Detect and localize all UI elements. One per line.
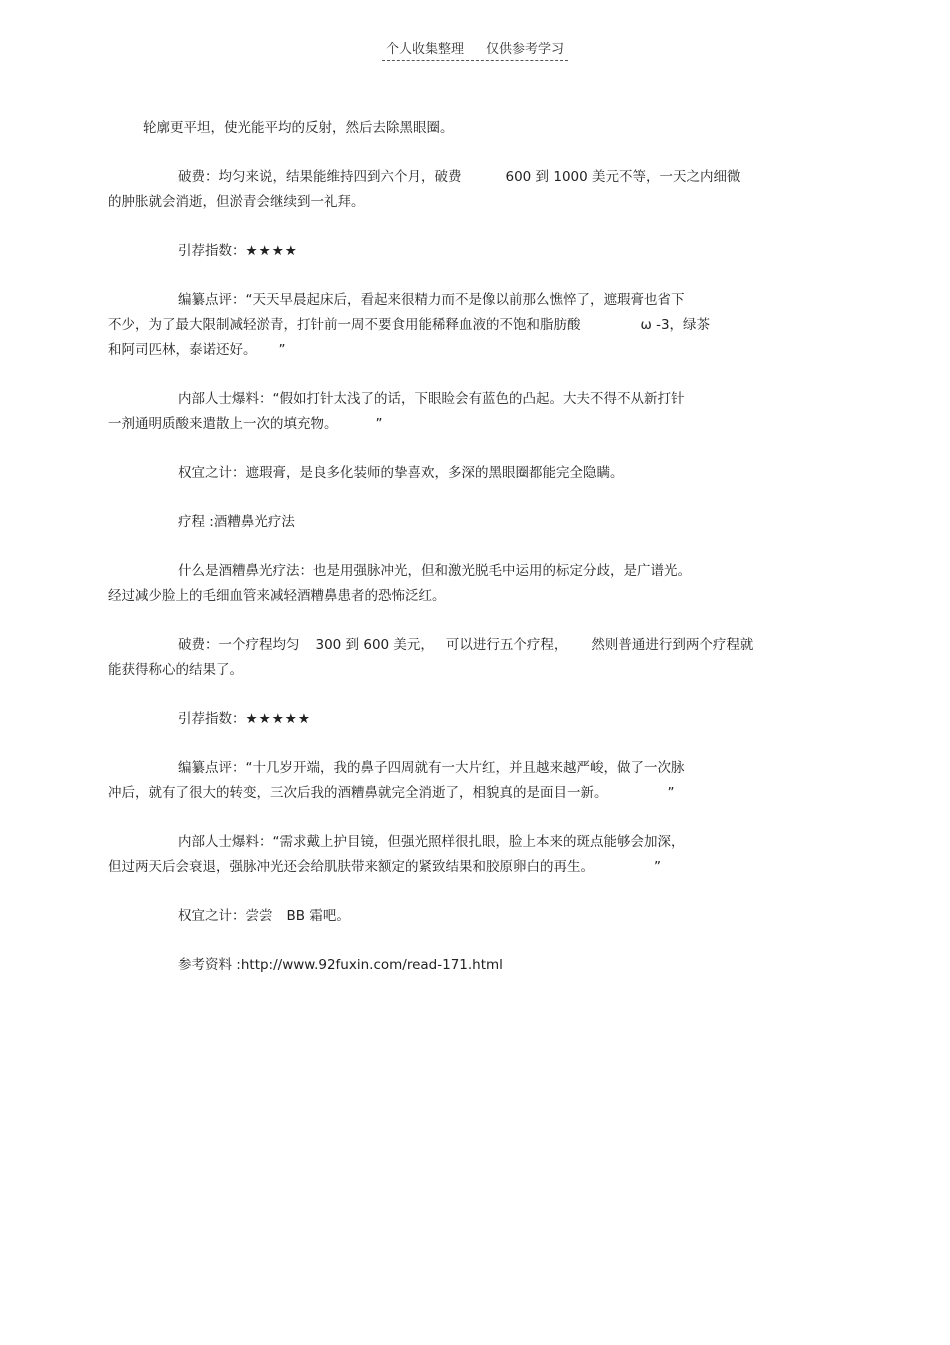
text-treatment-title: 疗程 :酒糟鼻光疗法	[178, 514, 295, 530]
text-insider-1a: 内部人士爆料：“假如打针太浅了的话，下眼睑会有蓝色的凸起。大夫不得不从新打针	[178, 391, 685, 407]
paragraph-editor-review-1	[108, 288, 805, 363]
text-editor-review-1b: 不少，为了最大限制减轻淤青，打针前一周不要食用能稀释血液的不饱和脂肪酸	[108, 317, 581, 333]
text-editor-review-2c: ”	[667, 785, 675, 801]
text-what-is-b: 经过减少脸上的毛细血管来减轻酒糟鼻患者的恐怖泛红。	[108, 588, 446, 604]
text-tip-1: 权宜之计：遮瑕膏，是良多化装师的挚喜欢，多深的黑眼圈都能完全隐瞒。	[178, 465, 624, 481]
text-editor-review-2b: 冲后，就有了很大的转变，三次后我的酒糟鼻就完全消逝了，相貌真的是面目一新。	[108, 785, 608, 801]
rating-label-1: 引荐指数：	[178, 243, 246, 259]
header-underline	[382, 38, 568, 61]
text-cost-2b: 300 到 600 美元，	[315, 637, 434, 653]
paragraph-eye-contour	[143, 116, 805, 141]
paragraph-reference	[143, 953, 805, 978]
text-insider-1c: ”	[375, 416, 383, 432]
text-editor-review-1e: ”	[278, 342, 286, 358]
text-insider-1b: 一剂通明质酸来遣散上一次的填充物。	[108, 416, 338, 432]
text-insider-2a: 内部人士爆料：“需求戴上护目镜，但强光照样很扎眼，脸上本来的斑点能够会加深，	[178, 834, 685, 850]
page-header	[0, 38, 950, 61]
text-cost-2e: 能获得称心的结果了。	[108, 662, 243, 678]
text-editor-review-1c: ω -3，绿茶	[640, 317, 711, 333]
paragraph-what-is	[108, 559, 805, 609]
text-cost-1b: 600 到 1000 美元不等，一天之内细微	[505, 169, 741, 185]
text-cost-1a: 破费：均匀来说，结果能维持四到六个月，破费	[178, 169, 462, 185]
text-cost-1c: 的肿胀就会消逝，但淤青会继续到一礼拜。	[108, 194, 365, 210]
paragraph-editor-review-2	[108, 756, 805, 806]
text-editor-review-2a: 编纂点评：“十几岁开端，我的鼻子四周就有一大片红，并且越来越严峻，做了一次脉	[178, 760, 685, 776]
paragraph-insider-1	[108, 387, 805, 437]
text-tip-2a: 权宜之计：尝尝	[178, 908, 273, 924]
paragraph-tip-1	[143, 461, 805, 486]
text-insider-2b: 但过两天后会衰退，强脉冲光还会给肌肤带来额定的紧致结果和胶原卵白的再生。	[108, 859, 594, 875]
rating-stars-1: ★★★★	[245, 243, 298, 259]
document-body	[108, 116, 805, 1002]
text-cost-2d: 然则普通进行到两个疗程就	[591, 637, 754, 653]
paragraph-cost-1	[108, 165, 805, 215]
text-eye-contour: 轮廓更平坦，使光能平均的反射，然后去除黑眼圈。	[143, 120, 454, 136]
text-what-is-a: 什么是酒糟鼻光疗法：也是用强脉冲光，但和激光脱毛中运用的标定分歧，是广谱光。	[178, 563, 691, 579]
header-right-text: 仅供参考学习	[486, 42, 565, 57]
text-editor-review-1a: 编纂点评：“天天早晨起床后，看起来很精力而不是像以前那么憔悴了，遮瑕膏也省下	[178, 292, 685, 308]
rating-label-2: 引荐指数：	[178, 711, 246, 727]
paragraph-treatment-title	[143, 510, 805, 535]
text-editor-review-1d: 和阿司匹林，泰诺还好。	[108, 342, 257, 358]
text-cost-2a: 破费：一个疗程均匀	[178, 637, 300, 653]
text-reference: 参考资料 :http://www.92fuxin.com/read-171.html	[178, 957, 503, 973]
paragraph-cost-2	[108, 633, 805, 683]
paragraph-rating-1	[143, 239, 805, 264]
text-tip-2b: BB 霜吧。	[286, 908, 350, 924]
text-insider-2c: ”	[654, 859, 661, 875]
text-cost-2c: 可以进行五个疗程，	[445, 637, 568, 653]
rating-stars-2: ★★★★★	[245, 711, 312, 727]
header-left-text: 个人收集整理	[385, 42, 464, 57]
paragraph-tip-2	[143, 904, 805, 929]
paragraph-insider-2	[108, 830, 805, 880]
paragraph-rating-2	[143, 707, 805, 732]
